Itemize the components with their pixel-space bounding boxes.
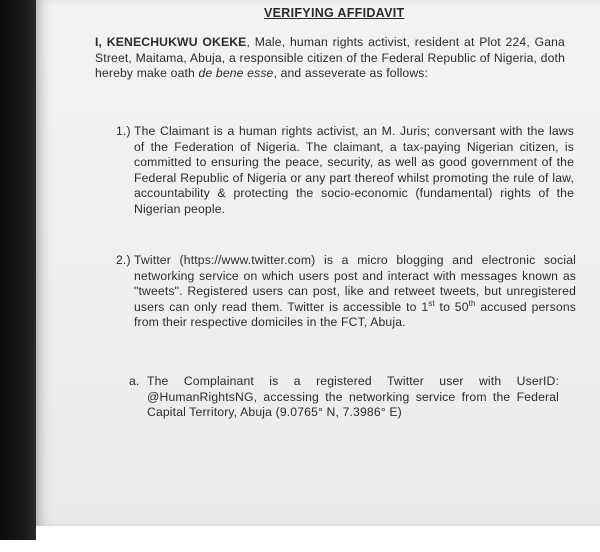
deponent-name: I, KENECHUKWU OKEKE xyxy=(95,35,247,49)
ordinal-suffix-st: st xyxy=(428,298,435,308)
intro-text-2: , and asseverate as follows: xyxy=(273,66,429,81)
subitem-text: The Complainant is a registered Twitter user with UserID: @HumanRightsNG, accessing the networking service from the Federal Capital Territory, Abuja (9.0765° N, 7.3986° E) xyxy=(147,374,559,420)
intro-text-1: , Male, human rights activist, resident at Plot 224, Gana Street, Maitama, Abuja, a responsible citizen of the Federal Republic of Nigeria, doth hereby make oath xyxy=(95,35,565,81)
item-text-part3: accused persons from their respective domiciles in the FCT, Abuja. xyxy=(134,299,576,330)
ordinal-suffix-th: th xyxy=(468,298,476,308)
item-number: 2.) xyxy=(116,253,131,267)
item-text: The Claimant is a human rights activist, an M. Juris; conversant with the laws of the Federation of Nigeria. The claimant, a tax-paying Nigerian citizen, is committed to ensuring the peace, security, as well as good government of the Federal Republic of Nigeria or any part thereof whilst promoting the rule of law, accountability & protecting the socio-economic (fundamental) rights of the Nigerian people. xyxy=(134,124,574,216)
item-text-part2: to 50 xyxy=(434,299,469,314)
item-text xyxy=(134,253,576,331)
affidavit-title: VERIFYING AFFIDAVIT xyxy=(264,6,405,20)
item-text-part1: Twitter (https://www.twitter.com) is a micro blogging and electronic social networking service on which users post and interact with messages known as "tweets". Registered users can post, like and retweet tweets, but unregistered users can only read them. Twitter is accessible to 1 xyxy=(134,253,576,314)
subitem-letter: a. xyxy=(129,374,140,388)
intro-latin-phrase: de bene esse xyxy=(198,66,274,81)
bottom-margin xyxy=(36,526,600,552)
scan-dark-edge xyxy=(0,0,36,540)
item-number: 1.) xyxy=(116,124,131,138)
intro-paragraph xyxy=(95,35,565,82)
